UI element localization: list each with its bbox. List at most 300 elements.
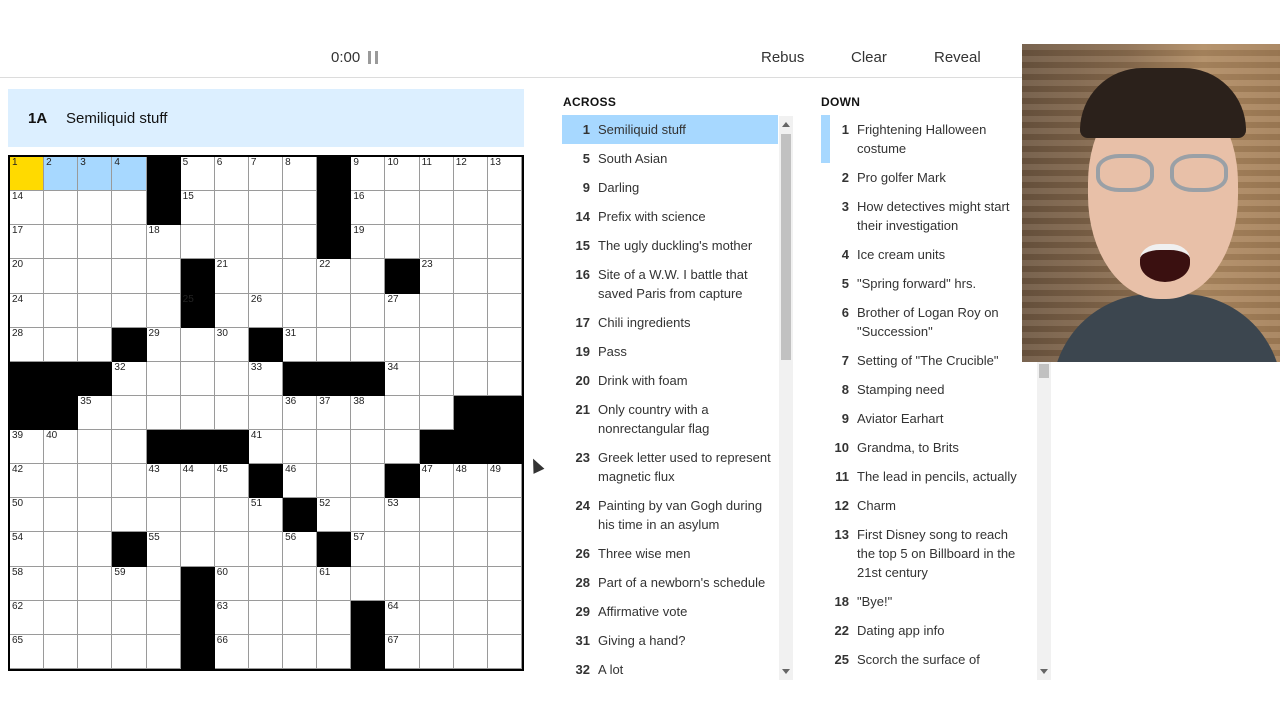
grid-cell[interactable]	[181, 328, 215, 362]
grid-cell[interactable]	[454, 259, 488, 293]
grid-cell[interactable]	[78, 191, 112, 225]
grid-cell[interactable]	[215, 601, 249, 635]
grid-block	[78, 362, 112, 396]
grid-cell[interactable]	[488, 532, 522, 566]
grid-cell[interactable]	[10, 635, 44, 669]
clue-number: 1	[582, 122, 590, 137]
grid-cell[interactable]	[317, 635, 351, 669]
cell-number: 66	[216, 634, 228, 646]
across-clue-17[interactable]	[562, 308, 778, 337]
grid-cell[interactable]	[283, 430, 317, 464]
clue-text: Giving a hand?	[598, 633, 686, 648]
grid-cell[interactable]	[385, 191, 419, 225]
grid-block	[420, 430, 454, 464]
grid-cell[interactable]	[215, 294, 249, 328]
grid-cell[interactable]	[78, 635, 112, 669]
grid-cell[interactable]	[181, 498, 215, 532]
grid-cell[interactable]	[10, 225, 44, 259]
cell-number: 15	[182, 191, 194, 203]
grid-cell[interactable]	[317, 328, 351, 362]
grid-cell[interactable]	[78, 532, 112, 566]
grid-cell[interactable]	[10, 328, 44, 362]
grid-cell[interactable]	[181, 464, 215, 498]
grid-cell[interactable]	[215, 362, 249, 396]
grid-cell[interactable]	[488, 464, 522, 498]
puzzle-toolbar	[0, 44, 1022, 78]
grid-cell[interactable]	[385, 532, 419, 566]
grid-cell[interactable]	[454, 464, 488, 498]
grid-cell[interactable]	[10, 532, 44, 566]
cell-number: 60	[216, 566, 228, 578]
grid-cell[interactable]	[249, 601, 283, 635]
grid-cell[interactable]	[351, 157, 385, 191]
grid-cell[interactable]	[249, 396, 283, 430]
grid-cell[interactable]	[215, 635, 249, 669]
cell-number: 20	[12, 259, 24, 271]
scroll-up-arrow-icon[interactable]	[782, 122, 790, 127]
grid-cell[interactable]	[420, 532, 454, 566]
grid-cell[interactable]	[147, 601, 181, 635]
across-clue-5[interactable]	[562, 144, 778, 173]
grid-cell[interactable]	[112, 225, 146, 259]
grid-cell[interactable]	[454, 362, 488, 396]
grid-cell[interactable]	[454, 601, 488, 635]
down-clue-7[interactable]	[821, 346, 1029, 375]
grid-cell[interactable]	[385, 362, 419, 396]
down-clue-1[interactable]	[821, 115, 1029, 163]
down-clue-2[interactable]	[821, 163, 1029, 192]
grid-cell[interactable]	[488, 567, 522, 601]
grid-cell[interactable]	[351, 498, 385, 532]
grid-cell[interactable]	[112, 259, 146, 293]
grid-cell[interactable]	[454, 328, 488, 362]
grid-cell[interactable]	[420, 464, 454, 498]
clue-text: Semiliquid stuff	[598, 122, 686, 137]
grid-cell[interactable]	[283, 532, 317, 566]
grid-cell[interactable]	[283, 328, 317, 362]
grid-cell[interactable]	[351, 396, 385, 430]
grid-cell[interactable]	[44, 498, 78, 532]
cell-number: 33	[250, 361, 263, 373]
timer[interactable]	[331, 49, 378, 66]
grid-cell[interactable]	[385, 635, 419, 669]
grid-cell[interactable]	[249, 498, 283, 532]
down-clue-4[interactable]	[821, 240, 1029, 269]
clue-number: 16	[575, 267, 590, 282]
grid-cell[interactable]	[10, 567, 44, 601]
grid-cell[interactable]	[454, 294, 488, 328]
grid-cell[interactable]	[78, 567, 112, 601]
grid-block	[317, 225, 351, 259]
cell-number: 25	[182, 293, 194, 305]
across-clue-16[interactable]	[562, 260, 778, 308]
grid-cell[interactable]	[44, 259, 78, 293]
down-clue-11[interactable]	[821, 462, 1029, 491]
grid-cell[interactable]	[112, 396, 146, 430]
grid-cell[interactable]	[385, 328, 419, 362]
grid-cell[interactable]	[44, 567, 78, 601]
grid-cell[interactable]	[249, 157, 283, 191]
cell-number: 48	[455, 464, 467, 476]
grid-cell[interactable]	[351, 430, 385, 464]
grid-cell[interactable]	[488, 498, 522, 532]
cell-number: 22	[319, 259, 331, 271]
grid-cell[interactable]	[181, 532, 215, 566]
grid-cell[interactable]	[78, 601, 112, 635]
grid-block	[385, 464, 419, 498]
grid-cell[interactable]	[112, 191, 146, 225]
grid-cell[interactable]	[249, 225, 283, 259]
clue-text: Site of a W.W. I battle that saved Paris from capture	[598, 267, 748, 301]
grid-cell[interactable]	[78, 328, 112, 362]
grid-cell[interactable]	[44, 294, 78, 328]
grid-cell[interactable]	[454, 567, 488, 601]
across-clue-1[interactable]	[562, 115, 778, 144]
down-clue-13[interactable]	[821, 520, 1029, 587]
grid-cell[interactable]	[283, 157, 317, 191]
grid-cell[interactable]	[112, 430, 146, 464]
grid-cell[interactable]	[112, 362, 146, 396]
grid-cell[interactable]	[249, 430, 283, 464]
clue-text: Dating app info	[857, 623, 945, 638]
grid-cell[interactable]	[488, 191, 522, 225]
grid-cell[interactable]	[215, 567, 249, 601]
grid-cell[interactable]	[420, 259, 454, 293]
grid-cell[interactable]	[215, 157, 249, 191]
across-clue-28[interactable]	[562, 568, 778, 597]
grid-cell[interactable]	[78, 430, 112, 464]
grid-cell[interactable]	[454, 191, 488, 225]
grid-cell[interactable]	[215, 396, 249, 430]
grid-cell[interactable]	[454, 225, 488, 259]
clue-text: Pass	[598, 344, 627, 359]
grid-cell[interactable]	[78, 464, 112, 498]
grid-cell[interactable]	[385, 567, 419, 601]
down-clue-5[interactable]	[821, 269, 1029, 298]
grid-cell[interactable]	[385, 601, 419, 635]
grid-cell[interactable]	[283, 601, 317, 635]
grid-cell[interactable]	[112, 294, 146, 328]
grid-cell[interactable]	[78, 225, 112, 259]
clue-text: Scorch the surface of	[857, 652, 980, 667]
grid-cell[interactable]	[147, 498, 181, 532]
across-scroll-thumb[interactable]	[781, 134, 791, 360]
grid-cell[interactable]	[249, 362, 283, 396]
across-clue-list[interactable]	[562, 115, 778, 680]
clue-number: 31	[575, 633, 590, 648]
clue-text: Greek letter used to represent magnetic flux	[598, 450, 771, 484]
grid-cell[interactable]	[488, 328, 522, 362]
grid-cell[interactable]	[385, 225, 419, 259]
grid-cell[interactable]	[44, 635, 78, 669]
across-clue-21[interactable]	[562, 395, 778, 443]
grid-block	[181, 259, 215, 293]
grid-cell[interactable]	[147, 328, 181, 362]
glasses-right-lens	[1170, 154, 1228, 192]
pause-icon[interactable]	[368, 51, 378, 64]
across-clue-23[interactable]	[562, 443, 778, 491]
clue-text: Pro golfer Mark	[857, 170, 946, 185]
grid-cell[interactable]	[283, 191, 317, 225]
grid-cell[interactable]	[351, 259, 385, 293]
down-scroll-thumb[interactable]	[1039, 364, 1049, 378]
cell-number: 65	[12, 634, 24, 646]
grid-cell[interactable]	[147, 532, 181, 566]
grid-cell[interactable]	[351, 294, 385, 328]
cell-number: 43	[148, 464, 160, 476]
grid-cell[interactable]	[351, 464, 385, 498]
grid-cell[interactable]	[317, 259, 351, 293]
grid-cell[interactable]	[44, 464, 78, 498]
grid-cell[interactable]	[420, 396, 454, 430]
clue-number: 11	[835, 469, 849, 484]
down-clue-25[interactable]	[821, 645, 1029, 674]
cell-number: 42	[12, 464, 24, 476]
grid-cell[interactable]	[215, 464, 249, 498]
down-clue-10[interactable]	[821, 433, 1029, 462]
grid-cell[interactable]	[283, 294, 317, 328]
cell-number: 29	[148, 327, 160, 339]
across-clue-15[interactable]	[562, 231, 778, 260]
clue-text: Part of a newborn's schedule	[598, 575, 766, 590]
grid-cell[interactable]	[10, 157, 44, 191]
down-clue-12[interactable]	[821, 491, 1029, 520]
grid-cell[interactable]	[44, 328, 78, 362]
grid-cell[interactable]	[420, 191, 454, 225]
grid-cell[interactable]	[44, 601, 78, 635]
clue-text: Painting by van Gogh during his time in an asylum	[598, 498, 763, 532]
grid-cell[interactable]	[420, 328, 454, 362]
grid-cell[interactable]	[283, 225, 317, 259]
across-clue-32[interactable]	[562, 655, 778, 680]
grid-cell[interactable]	[283, 396, 317, 430]
cell-number: 67	[387, 634, 399, 646]
grid-cell[interactable]	[215, 328, 249, 362]
reveal-button[interactable]: Reveal	[934, 49, 981, 66]
grid-cell[interactable]	[249, 635, 283, 669]
grid-cell[interactable]	[112, 464, 146, 498]
grid-cell[interactable]	[385, 157, 419, 191]
cell-number: 61	[319, 566, 331, 578]
scroll-down-arrow-icon[interactable]	[782, 669, 790, 674]
grid-cell[interactable]	[317, 601, 351, 635]
grid-cell[interactable]	[181, 157, 215, 191]
grid-cell[interactable]	[317, 498, 351, 532]
down-clue-list[interactable]	[821, 115, 1029, 680]
grid-cell[interactable]	[249, 567, 283, 601]
grid-cell[interactable]	[215, 259, 249, 293]
down-clue-22[interactable]	[821, 616, 1029, 645]
grid-cell[interactable]	[78, 157, 112, 191]
grid-cell[interactable]	[44, 157, 78, 191]
grid-cell[interactable]	[420, 225, 454, 259]
clue-text: "Spring forward" hrs.	[857, 276, 977, 291]
grid-cell[interactable]	[488, 157, 522, 191]
cell-number: 1	[12, 157, 18, 168]
clue-number: 5	[582, 151, 590, 166]
grid-block	[249, 328, 283, 362]
grid-cell[interactable]	[488, 225, 522, 259]
down-clue-6[interactable]	[821, 298, 1029, 346]
grid-cell[interactable]	[249, 191, 283, 225]
grid-cell[interactable]	[10, 259, 44, 293]
down-clue-18[interactable]	[821, 587, 1029, 616]
grid-cell[interactable]	[10, 601, 44, 635]
across-clue-29[interactable]	[562, 597, 778, 626]
grid-cell[interactable]	[249, 259, 283, 293]
grid-cell[interactable]	[112, 157, 146, 191]
clue-number: 19	[575, 344, 590, 359]
clue-text: Prefix with science	[598, 209, 706, 224]
grid-cell[interactable]	[454, 157, 488, 191]
grid-cell[interactable]	[10, 498, 44, 532]
grid-cell[interactable]	[420, 635, 454, 669]
grid-cell[interactable]	[385, 430, 419, 464]
across-clue-14[interactable]	[562, 202, 778, 231]
down-clue-9[interactable]	[821, 404, 1029, 433]
grid-cell[interactable]	[420, 498, 454, 532]
grid-cell[interactable]	[385, 294, 419, 328]
cell-number: 51	[250, 498, 263, 510]
grid-cell[interactable]	[249, 294, 283, 328]
grid-cell[interactable]	[147, 362, 181, 396]
grid-cell[interactable]	[317, 430, 351, 464]
cell-number: 13	[489, 157, 501, 168]
grid-cell[interactable]	[112, 635, 146, 669]
grid-cell[interactable]	[10, 294, 44, 328]
grid-block	[317, 362, 351, 396]
down-clue-3[interactable]	[821, 192, 1029, 240]
grid-cell[interactable]	[147, 396, 181, 430]
crossword-board[interactable]	[8, 155, 524, 671]
grid-cell[interactable]	[351, 191, 385, 225]
grid-cell[interactable]	[385, 498, 419, 532]
across-scrollbar[interactable]	[779, 116, 793, 680]
clue-number: 6	[841, 305, 849, 320]
grid-cell[interactable]	[454, 498, 488, 532]
grid-cell[interactable]	[351, 532, 385, 566]
grid-cell[interactable]	[385, 396, 419, 430]
down-scroll-down-arrow-icon[interactable]	[1040, 669, 1048, 674]
clue-text: Affirmative vote	[598, 604, 688, 619]
grid-cell[interactable]	[78, 259, 112, 293]
grid-block	[283, 498, 317, 532]
grid-cell[interactable]	[44, 532, 78, 566]
grid-cell[interactable]	[112, 567, 146, 601]
across-clue-20[interactable]	[562, 366, 778, 395]
grid-cell[interactable]	[181, 225, 215, 259]
clue-number: 5	[841, 276, 849, 291]
clear-button[interactable]: Clear	[851, 49, 887, 66]
grid-block	[10, 362, 44, 396]
grid-cell[interactable]	[44, 430, 78, 464]
clue-text: South Asian	[598, 151, 668, 166]
grid-cell[interactable]	[147, 225, 181, 259]
grid-cell[interactable]	[112, 601, 146, 635]
grid-cell[interactable]	[215, 191, 249, 225]
grid-cell[interactable]	[10, 464, 44, 498]
grid-cell[interactable]	[488, 362, 522, 396]
grid-cell[interactable]	[147, 259, 181, 293]
grid-cell[interactable]	[351, 567, 385, 601]
grid-cell[interactable]	[454, 635, 488, 669]
grid-cell[interactable]	[10, 191, 44, 225]
grid-cell[interactable]	[10, 430, 44, 464]
cell-number: 23	[421, 259, 433, 271]
cell-number: 30	[216, 327, 228, 339]
grid-cell[interactable]	[283, 259, 317, 293]
grid-block	[181, 567, 215, 601]
clue-text: Grandma, to Brits	[857, 440, 959, 455]
grid-cell[interactable]	[215, 225, 249, 259]
grid-cell[interactable]	[181, 362, 215, 396]
across-clue-24[interactable]	[562, 491, 778, 539]
grid-cell[interactable]	[147, 294, 181, 328]
clue-number: 3	[841, 199, 849, 214]
grid-cell[interactable]	[147, 464, 181, 498]
rebus-button[interactable]: Rebus	[761, 49, 805, 66]
cell-number: 37	[319, 395, 331, 407]
cell-number: 27	[387, 293, 399, 305]
grid-cell[interactable]	[283, 567, 317, 601]
grid-cell[interactable]	[488, 635, 522, 669]
grid-cell[interactable]	[78, 294, 112, 328]
grid-cell[interactable]	[44, 225, 78, 259]
down-title: DOWN	[821, 95, 861, 109]
grid-cell[interactable]	[420, 567, 454, 601]
grid-cell[interactable]	[283, 464, 317, 498]
down-clue-8[interactable]	[821, 375, 1029, 404]
grid-cell[interactable]	[249, 532, 283, 566]
grid-cell[interactable]	[420, 157, 454, 191]
grid-cell[interactable]	[420, 601, 454, 635]
grid-cell[interactable]	[78, 396, 112, 430]
grid-cell[interactable]	[317, 294, 351, 328]
grid-cell[interactable]	[147, 567, 181, 601]
across-clue-9[interactable]	[562, 173, 778, 202]
grid-cell[interactable]	[317, 464, 351, 498]
grid-cell[interactable]	[488, 601, 522, 635]
grid-cell[interactable]	[215, 532, 249, 566]
grid-cell[interactable]	[420, 362, 454, 396]
grid-cell[interactable]	[112, 498, 146, 532]
grid-cell[interactable]	[215, 498, 249, 532]
grid-cell[interactable]	[147, 635, 181, 669]
cell-number: 46	[285, 464, 297, 476]
grid-cell[interactable]	[317, 567, 351, 601]
grid-cell[interactable]	[181, 191, 215, 225]
across-clue-26[interactable]	[562, 539, 778, 568]
cell-number: 49	[489, 464, 501, 476]
grid-cell[interactable]	[44, 191, 78, 225]
cell-number: 41	[250, 430, 263, 442]
grid-cell[interactable]	[181, 396, 215, 430]
grid-cell[interactable]	[283, 635, 317, 669]
grid-cell[interactable]	[454, 532, 488, 566]
cell-number: 14	[12, 191, 24, 203]
grid-cell[interactable]	[351, 225, 385, 259]
down-scrollbar[interactable]	[1037, 362, 1051, 680]
grid-cell[interactable]	[351, 328, 385, 362]
across-clue-31[interactable]	[562, 626, 778, 655]
grid-cell[interactable]	[488, 259, 522, 293]
grid-cell[interactable]	[317, 396, 351, 430]
cell-number: 57	[353, 532, 365, 544]
across-clue-19[interactable]	[562, 337, 778, 366]
grid-cell[interactable]	[488, 294, 522, 328]
grid-cell[interactable]	[420, 294, 454, 328]
grid-cell[interactable]	[78, 498, 112, 532]
